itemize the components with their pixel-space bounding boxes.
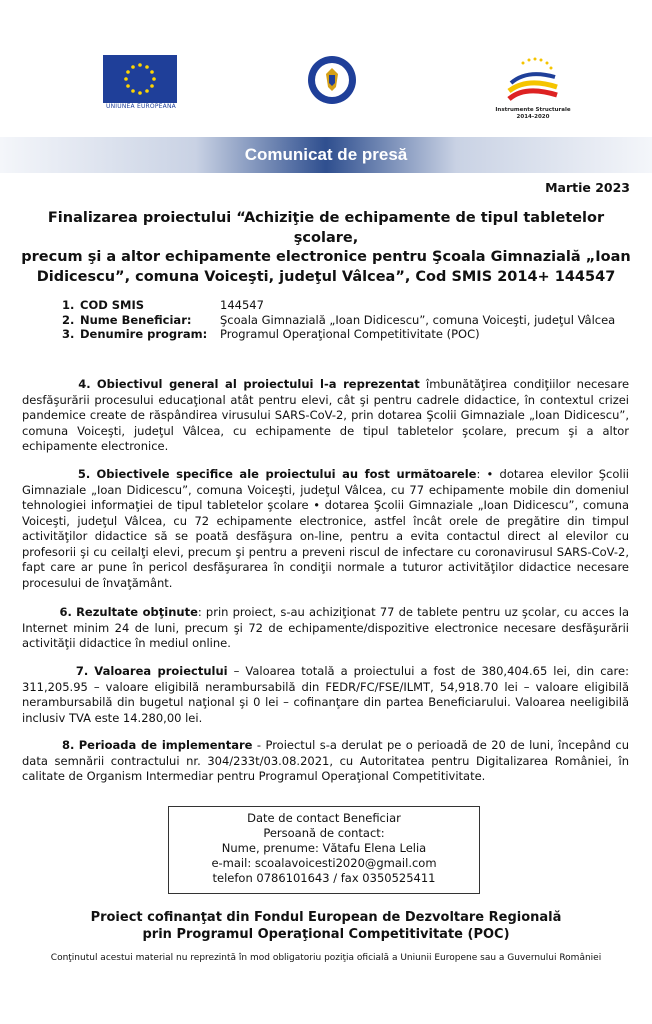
logo-bar <box>0 0 652 130</box>
section-number: 8. <box>61 738 75 752</box>
info-number: 2. <box>62 312 75 327</box>
info-number: 3. <box>62 327 75 341</box>
info-label: Denumire program: <box>80 327 208 341</box>
section-results <box>22 605 629 652</box>
document-title <box>20 209 632 287</box>
section-heading: Obiectivul general al proiectului l-a reprezentat <box>96 377 420 391</box>
section-heading: Obiectivele specifice ale proiectului au fost următoarele <box>96 467 477 481</box>
is-caption-line1: Instrumente Structurale <box>495 107 571 113</box>
section-project-value <box>22 664 629 726</box>
section-heading: Perioada de implementare <box>78 738 253 752</box>
eu-flag-logo <box>103 55 177 103</box>
contact-box <box>168 806 480 894</box>
cofinancing-footer <box>20 909 632 943</box>
section-specific-objectives <box>22 467 629 591</box>
info-value: Programul Operaţional Competitivitate (POC) <box>220 327 480 341</box>
disclaimer: Conţinutul acestui material nu reprezintă în mod obligatoriu poziţia oficială a Uniunii Europene sau a Guvernului României <box>50 953 602 963</box>
government-seal-logo <box>307 55 357 105</box>
section-text: – Valoarea totală a proiectului a fost de 380,404.65 lei, din care: 311,205.95 – valoare eligibilă nerambursabilă din FEDR/FC/FSE/ILMT, 54,918.70 lei – valoare eligibilă nerambursabilă din bugetul naţional şi 0 lei – cofinanţare din partea Beneficiarului. Valoarea neeligibilă inclusiv TVA este 14.280,00 lei. <box>22 664 629 725</box>
section-text: - Proiectul s-a derulat pe o perioadă de 20 de luni, începând cu data semnării contractului nr. 304/233t/03.08.2021, cu Autoritatea pentru Digitalizarea României, în calitate de Organism Intermediar pentru Programul Operaţional Competitivitate. <box>22 738 630 783</box>
info-row-program <box>62 327 632 342</box>
contact-person-label: Persoană de contact: <box>263 826 385 840</box>
eu-caption: UNIUNEA EUROPEANĂ <box>106 103 176 110</box>
section-implementation-period <box>22 738 629 785</box>
info-row-smis <box>62 298 632 313</box>
info-label: COD SMIS <box>80 298 145 312</box>
contact-phone: telefon 0786101643 / fax 0350525411 <box>212 871 436 885</box>
info-value: Şcoala Gimnazială „Ioan Didicescu”, comuna Voiceşti, judeţul Vâlcea <box>220 312 616 327</box>
structural-instruments-logo <box>505 55 561 107</box>
title-line: Finalizarea proiectului “Achiziţie de echipamente de tipul tabletelor şcolare, <box>47 210 605 246</box>
section-heading: Valoarea proiectului <box>94 664 228 678</box>
is-caption-line2: 2014-2020 <box>516 114 550 120</box>
section-number: 4. <box>78 377 91 391</box>
contact-name: Nume, prenume: Vătafu Elena Lelia <box>221 841 427 855</box>
section-text: îmbunătăţirea condiţiilor necesare desfăşurării procesului educaţional atât pentru elevi, cât şi pentru cadrele didactice, în contextul crizei pandemice create de răspândirea virusului SARS-CoV-2, prin dotarea Şcolii Gimnaziale „Ioan Didicescu”, comuna Voiceşti, judeţul Vâlcea, cu echipamente de tipul tabletelor şcolare, precum şi a altor echipamente electronice. <box>22 377 630 453</box>
title-line: precum şi a altor echipamente electronice pentru Şcoala Gimnazială „Ioan <box>21 249 631 265</box>
project-info-list <box>62 298 632 342</box>
contact-email: e-mail: scoalavoicesti2020@gmail.com <box>211 856 437 870</box>
section-general-objective <box>22 377 629 455</box>
section-number: 5. <box>77 467 91 481</box>
contact-heading: Date de contact Beneficiar <box>247 811 401 825</box>
section-number: 7. <box>75 664 89 678</box>
info-value: 144547 <box>220 298 264 312</box>
section-number: 6. <box>59 605 72 619</box>
footer-line: prin Programul Operaţional Competitivitate (POC) <box>142 927 510 942</box>
title-line: Didicescu”, comuna Voiceşti, judeţul Vâlcea”, Cod SMIS 2014+ 144547 <box>36 268 616 285</box>
structural-instruments-caption <box>492 107 574 121</box>
section-text: : • dotarea elevilor Şcolii Gimnaziale „Ioan Didicescu”, comuna Voiceşti, judeţul Vâlcea, cu 77 echipamente mobile din domeniul tehnologiei informaţiei de tipul tabletelor şcolare • dotarea Şcolii Gimnaziale „Ioan Didicescu”, comuna Voiceşti, judeţul Vâlcea, cu 72 echipamente electronice, astfel încât orele de pregătire din timpul activităţilor didactice să se poată desfăşura on-line, pentru a evita contactul direct al elevilor cu profesorii şi cu ceilalţi elevi, precum şi pentru a preveni riscul de infectare cu coronavirusul SARS-CoV-2, fapt care ar pune în pericol desfăşurarea în condiţii normale a tuturor activităţilor didactice necesare procesului de învaţământ. <box>22 467 630 590</box>
footer-line: Proiect cofinanţat din Fondul European de Dezvoltare Regională <box>90 910 562 925</box>
info-label: Nume Beneficiar: <box>80 312 192 327</box>
info-number: 1. <box>62 298 75 312</box>
info-row-beneficiary <box>62 313 632 328</box>
banner-title: Comunicat de presă <box>244 145 408 164</box>
release-date: Martie 2023 <box>545 180 630 195</box>
press-release-banner <box>0 137 652 173</box>
section-heading: Rezultate obţinute <box>76 605 198 619</box>
section-text: : prin proiect, s-au achiziţionat 77 de tablete pentru uz şcolar, cu acces la Internet minim 24 de luni, precum şi 72 de echipamente/dispozitive electronice necesare desfăşurării activităţii didactice în mediul online. <box>22 605 629 650</box>
